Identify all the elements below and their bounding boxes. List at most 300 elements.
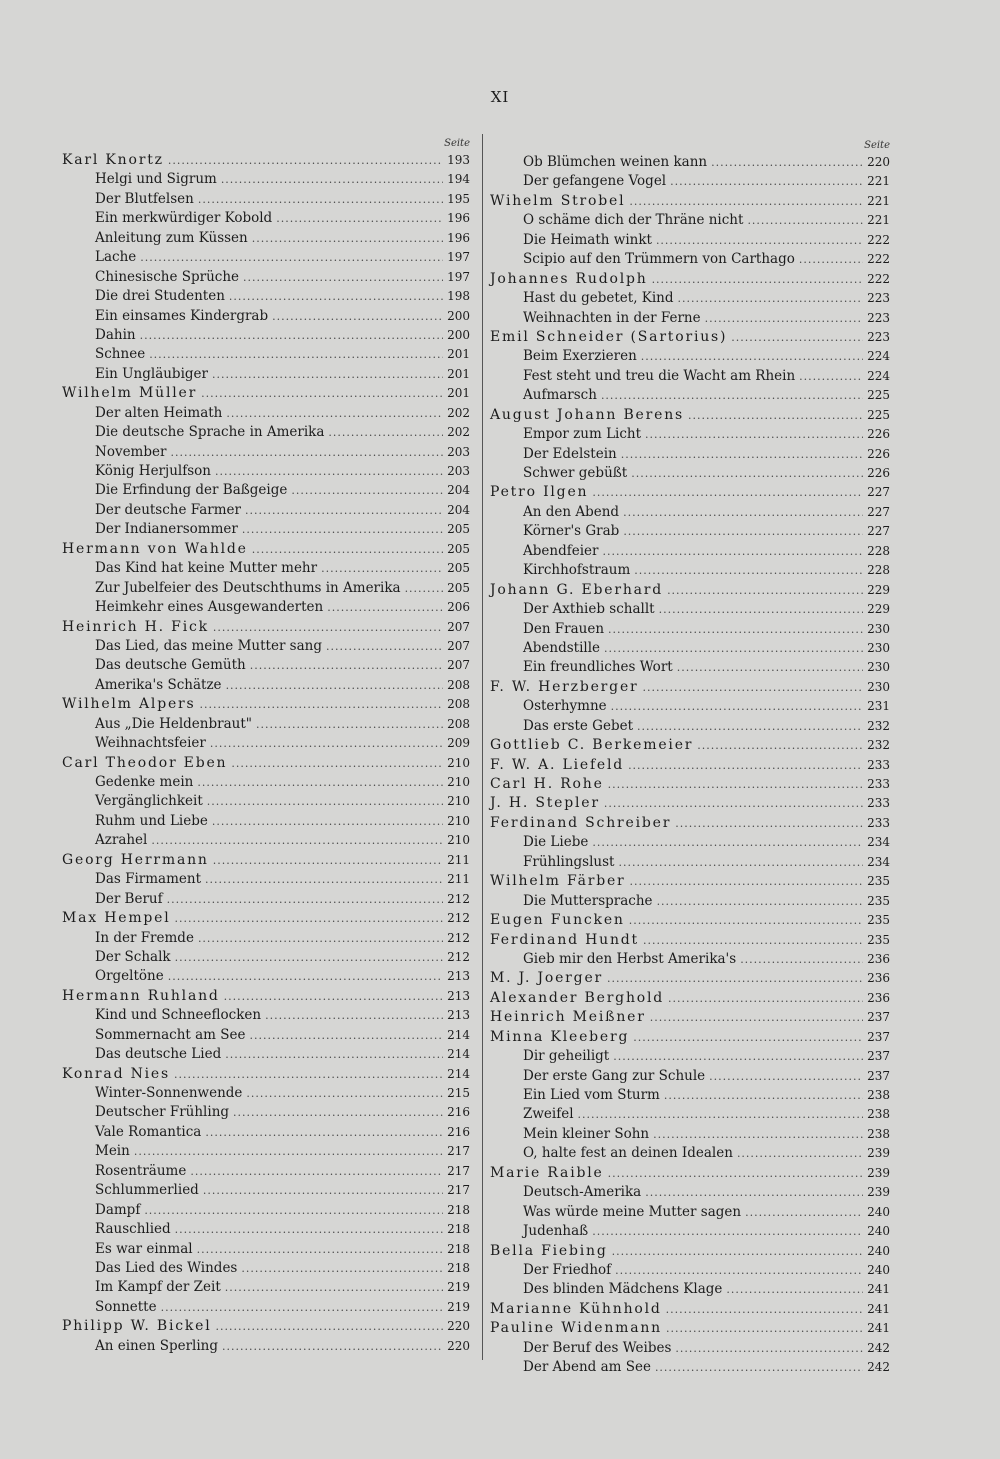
page-ref: 194: [447, 172, 470, 187]
author-name: Ferdinand Hundt: [490, 931, 639, 948]
toc-title-entry: [62, 366, 470, 385]
toc-title-entry: [62, 599, 470, 618]
dot-leader: [168, 154, 443, 167]
author-name: Georg Herrmann: [62, 851, 209, 868]
poem-title: Das Kind hat keine Mutter mehr: [95, 560, 318, 577]
toc-title-entry: [490, 1145, 890, 1164]
toc-title-entry: [490, 1106, 890, 1125]
toc-title-entry: [62, 1027, 470, 1046]
toc-title-entry: [62, 1182, 470, 1201]
poem-title: Deutscher Frühling: [95, 1104, 230, 1121]
toc-title-entry: [490, 601, 890, 620]
author-name: Carl H. Rohe: [490, 776, 604, 792]
page-ref: 206: [447, 600, 470, 615]
toc-author-entry: [490, 679, 890, 698]
dot-leader: [198, 932, 443, 945]
dot-leader: [737, 1147, 863, 1160]
poem-title: Scipio auf den Trümmern von Carthago: [523, 251, 795, 268]
author-name: Pauline Widenmann: [490, 1320, 663, 1337]
poem-title: Orgeltöne: [95, 968, 164, 985]
toc-title-entry: [62, 1279, 470, 1298]
poem-title: Frühlingslust: [523, 853, 615, 870]
author-name: Marianne Kühnhold: [490, 1300, 662, 1317]
dot-leader: [652, 273, 864, 286]
toc-title-entry: [490, 1068, 890, 1087]
page-column-header: Seite: [864, 140, 890, 151]
poem-title: Lache: [95, 249, 137, 266]
page-ref: 205: [447, 561, 470, 576]
page-ref: 215: [447, 1086, 470, 1100]
page-ref: 237: [867, 1010, 890, 1025]
toc-title-entry: [490, 523, 890, 542]
toc-author-entry: [62, 1066, 470, 1085]
page-ref: 201: [447, 366, 470, 381]
toc-title-entry: [62, 1124, 470, 1143]
page-ref: 218: [447, 1202, 470, 1217]
page-ref: 216: [447, 1105, 470, 1120]
page-ref: 213: [447, 988, 470, 1003]
dot-leader: [134, 1145, 443, 1158]
dot-leader: [688, 409, 863, 422]
author-name: Marie Raible: [490, 1164, 604, 1181]
toc-title-entry: [62, 1104, 470, 1123]
toc-title-entry: [62, 1085, 470, 1104]
page-ref: 235: [867, 874, 890, 889]
toc-author-entry: [490, 737, 890, 756]
poem-title: Den Frauen: [523, 620, 605, 637]
poem-title: Aus „Die Heldenbraut": [95, 715, 252, 732]
toc-title-entry: [490, 854, 890, 873]
author-name: F. W. A. Liefeld: [490, 756, 625, 773]
page-ref: 212: [447, 949, 470, 964]
page-ref: 226: [867, 427, 890, 442]
page-ref: 200: [447, 327, 470, 342]
toc-title-entry: [62, 171, 470, 190]
dot-leader: [747, 214, 863, 227]
dot-leader: [245, 504, 443, 517]
dot-leader: [641, 350, 863, 363]
toc-title-entry: [490, 621, 890, 640]
poem-title: O, halte fest an deinen Idealen: [523, 1145, 733, 1162]
dot-leader: [608, 778, 863, 791]
dot-leader: [233, 1106, 443, 1119]
toc-author-entry: [490, 1165, 890, 1184]
poem-title: Sonnette: [95, 1298, 157, 1315]
page-ref: 226: [867, 466, 890, 480]
dot-leader: [645, 1186, 863, 1199]
dot-leader: [613, 1050, 863, 1063]
page-ref: 203: [447, 444, 470, 459]
poem-title: Der Blutfelsen: [95, 190, 194, 207]
poem-title: Der Schalk: [95, 948, 171, 965]
dot-leader: [151, 834, 443, 847]
poem-title: Zweifel: [523, 1106, 574, 1123]
page-ref: 232: [867, 718, 890, 733]
page-ref: 241: [867, 1282, 890, 1297]
dot-leader: [224, 990, 443, 1003]
toc-title-entry: [62, 346, 470, 365]
author-name: Bella Fiebing: [490, 1242, 608, 1259]
page-ref: 220: [867, 155, 890, 169]
dot-leader: [659, 603, 864, 616]
toc-title-entry: [62, 1046, 470, 1065]
author-name: Wihelm Strobel: [490, 192, 626, 209]
dot-leader: [144, 1204, 443, 1217]
dot-leader: [611, 700, 863, 713]
toc-author-entry: [62, 152, 470, 171]
poem-title: Der Abend am See: [523, 1359, 651, 1376]
page-ref: 210: [447, 813, 470, 828]
page-ref: 224: [867, 349, 890, 364]
toc-title-entry: [490, 251, 890, 270]
toc-title-entry: [62, 230, 470, 249]
poem-title: Mein kleiner Sohn: [523, 1125, 650, 1142]
poem-title: Ob Blümchen weinen kann: [523, 154, 708, 170]
dot-leader: [250, 659, 443, 672]
author-name: Petro Ilgen: [490, 484, 589, 501]
dot-leader: [276, 212, 443, 225]
author-name: M. J. Joerger: [490, 970, 604, 987]
page-ref: 197: [447, 250, 470, 265]
dot-leader: [216, 1320, 444, 1333]
author-name: Minna Kleeberg: [490, 1028, 630, 1045]
page-ref: 233: [867, 777, 890, 791]
author-name: Konrad Nies: [62, 1065, 170, 1082]
dot-leader: [637, 720, 863, 733]
dot-leader: [643, 681, 864, 694]
poem-title: Vale Romantica: [95, 1123, 202, 1140]
page-ref: 241: [867, 1301, 890, 1316]
poem-title: Der Axthieb schallt: [523, 601, 655, 618]
page-ref: 219: [447, 1280, 470, 1295]
dot-leader: [140, 329, 444, 342]
dot-leader: [197, 1243, 444, 1256]
page-ref: 210: [447, 833, 470, 848]
dot-leader: [799, 370, 863, 383]
page-ref: 240: [867, 1262, 890, 1277]
toc-title-entry: [490, 1126, 890, 1145]
poem-title: Sommernacht am See: [95, 1026, 246, 1043]
dot-leader: [225, 1281, 443, 1294]
page-ref: 212: [447, 911, 470, 926]
toc-author-entry: [490, 970, 890, 989]
dot-leader: [242, 523, 443, 536]
toc-title-entry: [62, 1338, 470, 1357]
page-ref: 201: [447, 347, 470, 362]
dot-leader: [726, 1283, 863, 1296]
toc-author-entry: [62, 541, 470, 560]
toc-author-entry: [490, 582, 890, 601]
author-name: Heinrich Meißner: [490, 1009, 646, 1026]
page-ref: 200: [447, 308, 470, 323]
page-ref: 224: [867, 368, 890, 383]
page-ref: 232: [867, 738, 890, 753]
page-ref: 207: [447, 638, 470, 653]
page-ref: 216: [447, 1124, 470, 1139]
page-ref: 197: [447, 269, 470, 284]
poem-title: Kirchhofstraum: [523, 562, 631, 579]
page-ref: 204: [447, 483, 470, 498]
page-ref: 236: [867, 971, 890, 986]
poem-title: An einen Sperling: [95, 1337, 219, 1354]
page-ref: 217: [447, 1144, 470, 1159]
dot-leader: [799, 253, 863, 266]
toc-title-entry: [490, 387, 890, 406]
poem-title: Gedenke mein: [95, 774, 194, 790]
page-ref: 239: [867, 1146, 890, 1161]
poem-title: Aufmarsch: [523, 387, 597, 404]
dot-leader: [221, 173, 443, 186]
page-ref: 198: [447, 289, 470, 304]
toc-author-entry: [490, 757, 890, 776]
dot-leader: [607, 972, 863, 985]
toc-title-entry: [490, 348, 890, 367]
page-ref: 222: [867, 232, 890, 247]
toc-author-entry: [490, 1029, 890, 1048]
poem-title: Weihnachtsfeier: [95, 735, 206, 752]
poem-title: Hast du gebetet, Kind: [523, 290, 674, 307]
page-ref: 221: [867, 193, 890, 208]
page-ref: 223: [867, 291, 890, 306]
toc-title-entry: [62, 1260, 470, 1279]
dot-leader: [618, 856, 863, 869]
dot-leader: [612, 1245, 863, 1258]
poem-title: Kind und Schneeflocken: [95, 1007, 262, 1024]
toc-title-entry: [490, 1087, 890, 1106]
dot-leader: [190, 1165, 443, 1178]
page-ref: 223: [867, 310, 890, 325]
poem-title: Das Lied, das meine Mutter sang: [95, 637, 322, 654]
dot-leader: [670, 175, 863, 188]
dot-leader: [623, 525, 863, 538]
page-ref: 214: [447, 1047, 470, 1062]
poem-title: Ruhm und Liebe: [95, 812, 208, 829]
poem-title: Das Firmament: [95, 871, 201, 888]
dot-leader: [168, 970, 443, 983]
dot-leader: [745, 1206, 863, 1219]
poem-title: Zur Jubelfeier des Deutschthums in Amerika: [95, 579, 401, 596]
dot-leader: [634, 564, 863, 577]
dot-leader: [231, 757, 443, 770]
toc-author-entry: [490, 932, 890, 951]
toc-title-entry: [62, 813, 470, 832]
poem-title: Die Liebe: [523, 834, 589, 851]
page-ref: 230: [867, 640, 890, 655]
dot-leader: [226, 679, 444, 692]
poem-title: Die deutsche Sprache in Amerika: [95, 424, 325, 441]
author-name: Johannes Rudolph: [490, 270, 648, 287]
poem-title: Die drei Studenten: [95, 288, 225, 305]
page-ref: 193: [447, 153, 470, 167]
page-ref: 195: [447, 191, 470, 206]
page-ref: 210: [447, 755, 470, 770]
poem-title: Amerika's Schätze: [95, 676, 222, 693]
author-name: Alexander Berghold: [490, 989, 665, 1006]
toc-title-entry: [490, 640, 890, 659]
toc-author-entry: [62, 755, 470, 774]
author-name: Wilhelm Färber: [490, 873, 626, 890]
page-ref: 242: [867, 1360, 890, 1375]
toc-title-entry: [62, 1221, 470, 1240]
dot-leader: [246, 1087, 443, 1100]
page-ref: 227: [867, 485, 890, 500]
page-ref: 236: [867, 990, 890, 1005]
dot-leader: [653, 1128, 863, 1141]
dot-leader: [170, 446, 443, 459]
author-name: Hermann Ruhland: [62, 987, 220, 1004]
page-ref: 242: [867, 1340, 890, 1355]
toc-author-entry: [490, 776, 890, 795]
toc-title-entry: [62, 1143, 470, 1162]
toc-right-column: [490, 140, 890, 1379]
poem-title: Gieb mir den Herbst Amerika's: [523, 950, 737, 967]
toc-title-entry: [62, 793, 470, 812]
author-name: Wilhelm Alpers: [62, 696, 196, 713]
poem-title: Anleitung zum Küssen: [95, 229, 248, 246]
page-ref: 212: [447, 930, 470, 945]
page-ref: 229: [867, 582, 890, 597]
toc-title-entry: [62, 677, 470, 696]
toc-left-column: [62, 138, 470, 1357]
author-name: Johann G. Eberhard: [490, 581, 664, 598]
poem-title: Winter-Sonnenwende: [95, 1085, 243, 1101]
author-name: Karl Knortz: [62, 152, 164, 168]
dot-leader: [677, 661, 863, 674]
page-ref: 234: [867, 854, 890, 869]
page-ref: 238: [867, 1107, 890, 1122]
dot-leader: [405, 582, 444, 595]
dot-leader: [212, 815, 443, 828]
dot-leader: [666, 1322, 863, 1335]
author-name: F. W. Herzberger: [490, 678, 639, 695]
toc-title-entry: [62, 1007, 470, 1026]
toc-title-entry: [62, 210, 470, 229]
dot-leader: [675, 817, 863, 830]
dot-leader: [167, 893, 443, 906]
dot-leader: [602, 545, 863, 558]
toc-author-entry: [490, 271, 890, 290]
poem-title: Die Heimath winkt: [523, 231, 652, 248]
dot-leader: [629, 195, 863, 208]
dot-leader: [656, 234, 863, 247]
dot-leader: [272, 310, 443, 323]
toc-title-entry: [62, 482, 470, 501]
toc-title-entry: [62, 269, 470, 288]
dot-leader: [149, 348, 443, 361]
dot-leader: [213, 621, 443, 634]
page-ref: 207: [447, 658, 470, 673]
poem-title: Ein Lied vom Sturm: [523, 1087, 660, 1103]
dot-leader: [592, 1225, 863, 1238]
toc-author-entry: [490, 795, 890, 814]
dot-leader: [207, 795, 443, 808]
poem-title: Dampf: [95, 1201, 141, 1218]
page-ref: 237: [867, 1049, 890, 1064]
dot-leader: [608, 623, 863, 636]
dot-leader: [200, 698, 444, 711]
dot-leader: [666, 1303, 863, 1316]
page-ref: 235: [867, 932, 890, 947]
toc-author-entry: [490, 873, 890, 892]
page-ref: 209: [447, 736, 470, 751]
page-ref: 218: [447, 1241, 470, 1256]
page-ref: 233: [867, 757, 890, 772]
page-ref: 212: [447, 891, 470, 906]
poem-title: Der Beruf: [95, 890, 163, 907]
poem-title: In der Fremde: [95, 929, 194, 946]
page-number: XI: [490, 88, 510, 106]
toc-title-entry: [62, 832, 470, 851]
page-ref: 234: [867, 835, 890, 850]
page-ref: 229: [867, 602, 890, 617]
page-ref: 237: [867, 1068, 890, 1083]
poem-title: Ein einsames Kindergrab: [95, 307, 269, 324]
page-ref: 213: [447, 969, 470, 984]
poem-title: Chinesische Sprüche: [95, 268, 240, 285]
poem-title: Es war einmal: [95, 1240, 193, 1257]
author-name: Carl Theodor Eben: [62, 754, 228, 771]
toc-title-entry: [62, 716, 470, 735]
dot-leader: [243, 271, 443, 284]
page-ref: 235: [867, 893, 890, 908]
dot-leader: [643, 934, 863, 947]
author-name: Eugen Funcken: [490, 912, 625, 929]
dot-leader: [650, 1011, 863, 1024]
toc-title-entry: [490, 1048, 890, 1067]
page-ref: 217: [447, 1163, 470, 1178]
toc-title-entry: [490, 1281, 890, 1300]
dot-leader: [623, 506, 863, 519]
toc-title-entry: [62, 1241, 470, 1260]
toc-author-entry: [490, 329, 890, 348]
page-ref: 205: [447, 522, 470, 537]
toc-author-entry: [490, 407, 890, 426]
dot-leader: [678, 292, 864, 305]
dot-leader: [252, 232, 443, 245]
dot-leader: [175, 951, 443, 964]
toc-title-entry: [490, 368, 890, 387]
page-ref: 218: [447, 1222, 470, 1237]
poem-title: An den Abend: [523, 503, 620, 520]
toc-author-entry: [490, 912, 890, 931]
dot-leader: [697, 739, 863, 752]
dot-leader: [175, 1223, 443, 1236]
toc-title-entry: [62, 735, 470, 754]
toc-title-entry: [62, 560, 470, 579]
toc-title-entry: [62, 521, 470, 540]
page-ref: 217: [447, 1183, 470, 1198]
dot-leader: [225, 1048, 443, 1061]
toc-title-entry: [62, 463, 470, 482]
toc-title-entry: [62, 191, 470, 210]
toc-title-entry: [490, 1340, 890, 1359]
toc-title-entry: [62, 949, 470, 968]
dot-leader: [203, 1184, 443, 1197]
poem-title: Deutsch-Amerika: [523, 1184, 642, 1201]
poem-title: Der Edelstein: [523, 445, 617, 462]
toc-author-entry: [490, 1009, 890, 1028]
dot-leader: [631, 467, 863, 480]
toc-author-entry: [62, 696, 470, 715]
toc-title-entry: [490, 504, 890, 523]
toc-title-entry: [490, 698, 890, 717]
page-ref: 201: [447, 386, 470, 401]
toc-title-entry: [62, 638, 470, 657]
toc-title-entry: [490, 1184, 890, 1203]
toc-title-entry: [62, 249, 470, 268]
poem-title: Das Lied des Windes: [95, 1259, 238, 1276]
toc-author-entry: [490, 1320, 890, 1339]
